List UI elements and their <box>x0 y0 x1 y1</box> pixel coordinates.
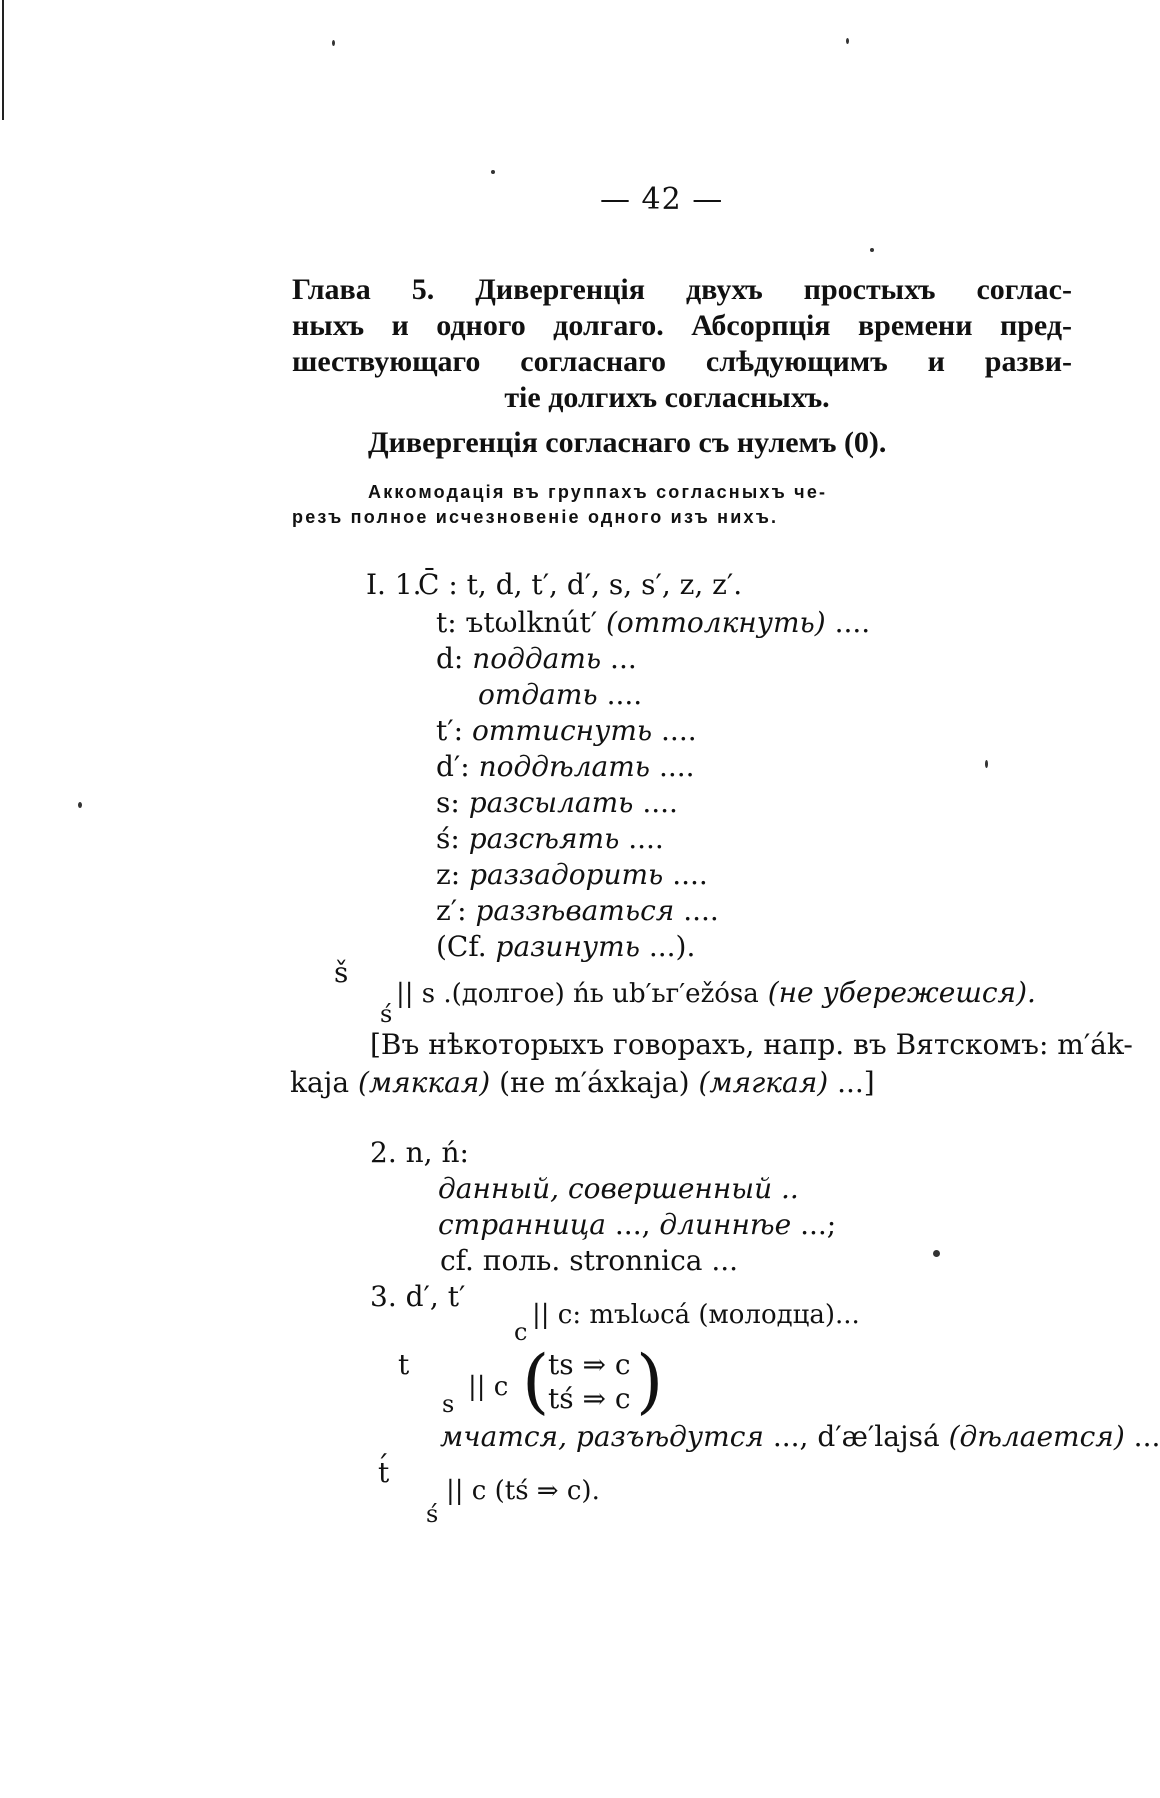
scan-speck <box>846 38 849 44</box>
example-word: (дѣлается) <box>948 1420 1125 1453</box>
scan-speck <box>870 248 874 252</box>
row-key: d: <box>436 642 464 675</box>
scan-speck <box>491 170 495 174</box>
row-example: отдать <box>478 678 598 711</box>
dialect-form: (не m′áxkaja) <box>499 1066 690 1099</box>
long-s-sup: š <box>334 956 349 989</box>
heading-line: шествующаго согласнаго слѣдующимъ и разви- <box>292 345 1072 378</box>
example-line <box>440 1420 1160 1453</box>
example-dots: ... <box>1133 1420 1160 1453</box>
example-row <box>436 786 678 819</box>
left-paren: ( <box>522 1340 550 1422</box>
example-row <box>436 858 708 891</box>
row-example: раззадорить <box>469 858 664 891</box>
example-word: странница <box>438 1208 606 1241</box>
note-line: резъ полное исчезновеніе одного изъ нихъ. <box>292 507 779 527</box>
dialect-note-line: [Въ нѣкоторыхъ говорахъ, напр. въ Вятскомъ: m′ák- <box>370 1028 1133 1061</box>
row-dots: .... <box>834 606 871 639</box>
rule-fraction-bottom: tś ⇒ c <box>548 1382 631 1415</box>
row-key: z′: <box>436 894 467 927</box>
consonant-list: C̄ : t, d, t′, d′, s, s′, z, z′. <box>418 568 743 601</box>
example-row <box>436 930 695 963</box>
page-number: — 42 — <box>600 182 724 217</box>
heading-line: ныхъ и одного долгаго. Абсорпція времени пред- <box>292 309 1072 342</box>
example-row <box>436 822 664 855</box>
row-example: разинуть <box>495 930 640 963</box>
row-key: t: <box>436 606 457 639</box>
rule-symbol: t́ <box>378 1456 390 1489</box>
example-line: данный, совершенный .. <box>438 1172 799 1205</box>
row-example: поддать <box>472 642 602 675</box>
row-example: поддѣлать <box>478 750 651 783</box>
row-key: t′: <box>436 714 464 747</box>
example-line <box>438 1208 836 1241</box>
row-dots: .... <box>672 858 708 891</box>
example-row <box>436 642 637 675</box>
row-form: ъtωlknút′ <box>465 606 598 639</box>
scan-speck <box>332 40 335 46</box>
rule-fraction-top: ts ⇒ c <box>548 1348 631 1381</box>
row-key: z: <box>436 858 461 891</box>
row-dots: .... <box>642 786 678 819</box>
row-key: d′: <box>436 750 470 783</box>
subheading: Дивергенція согласнаго съ нулемъ (0). <box>368 426 887 459</box>
row-dots: .... <box>628 822 664 855</box>
example-row <box>436 750 695 783</box>
example-word: длиннѣе <box>659 1208 792 1241</box>
row-dots: .... <box>683 894 719 927</box>
rule-sub: s <box>442 1390 455 1418</box>
rule-sub: c <box>514 1318 528 1346</box>
row-key: s: <box>436 786 460 819</box>
dialect-form: kaja <box>290 1066 350 1099</box>
long-s-text: || s .(долгое) ńь ub′ьг′ežósa <box>396 979 759 1009</box>
rule-line: || c: mъlωcá (молодца)... <box>532 1300 860 1330</box>
example-form: ..., d′æ′lajsá <box>772 1420 940 1453</box>
section-label: 2. n, ń: <box>370 1136 469 1169</box>
row-dots: ... <box>610 642 637 675</box>
chapter-heading <box>292 272 1072 416</box>
example-row <box>478 678 642 711</box>
section-label: 3. d′, t′ <box>370 1280 466 1313</box>
scan-speck <box>985 760 988 768</box>
row-example: (оттолкнуть) <box>606 606 826 639</box>
row-example: разсѣять <box>468 822 620 855</box>
note-line: Аккомодація въ группахъ согласныхъ че- <box>368 482 828 502</box>
rule-line: || c <box>468 1372 509 1402</box>
heading-line: Глава 5. Дивергенція двухъ простыхъ соглас- <box>292 273 1072 306</box>
row-example: раззѣваться <box>475 894 675 927</box>
example-word: мчатся, разъѣдутся <box>440 1420 764 1453</box>
row-dots: .... <box>661 714 697 747</box>
section-label: I. 1. <box>366 568 422 601</box>
dialect-dots: ...] <box>837 1066 875 1099</box>
example-row <box>436 894 719 927</box>
example-line: cf. поль. stronnica ... <box>440 1244 739 1277</box>
heading-line: тіе долгихъ согласныхъ. <box>504 381 830 414</box>
rule-line: || c (tś ⇒ c). <box>446 1476 600 1506</box>
scan-speck <box>78 802 82 808</box>
right-paren: ) <box>636 1340 664 1422</box>
long-s-rule <box>396 976 1036 1009</box>
row-example: разсылать <box>468 786 634 819</box>
row-key: (Cf. <box>436 930 487 963</box>
row-dots: ...). <box>648 930 696 963</box>
example-dots: ...; <box>800 1208 837 1241</box>
example-row <box>436 606 870 639</box>
rule-sub: ś <box>426 1500 439 1528</box>
page-edge-line <box>2 0 4 120</box>
example-row <box>436 714 697 747</box>
dialect-example: (мяккая) <box>357 1066 491 1099</box>
long-s-example: (не убережешся). <box>767 976 1036 1009</box>
row-example: оттиснуть <box>471 714 653 747</box>
dialect-example: (мягкая) <box>698 1066 829 1099</box>
row-dots: .... <box>658 750 695 783</box>
dialect-note-line <box>290 1066 875 1099</box>
scan-speck <box>933 1250 940 1257</box>
row-dots: .... <box>606 678 643 711</box>
long-s-sub: ś <box>380 1000 393 1028</box>
row-key: ś: <box>436 822 460 855</box>
example-dots: ..., <box>614 1208 651 1241</box>
rule-symbol: t <box>398 1348 410 1381</box>
